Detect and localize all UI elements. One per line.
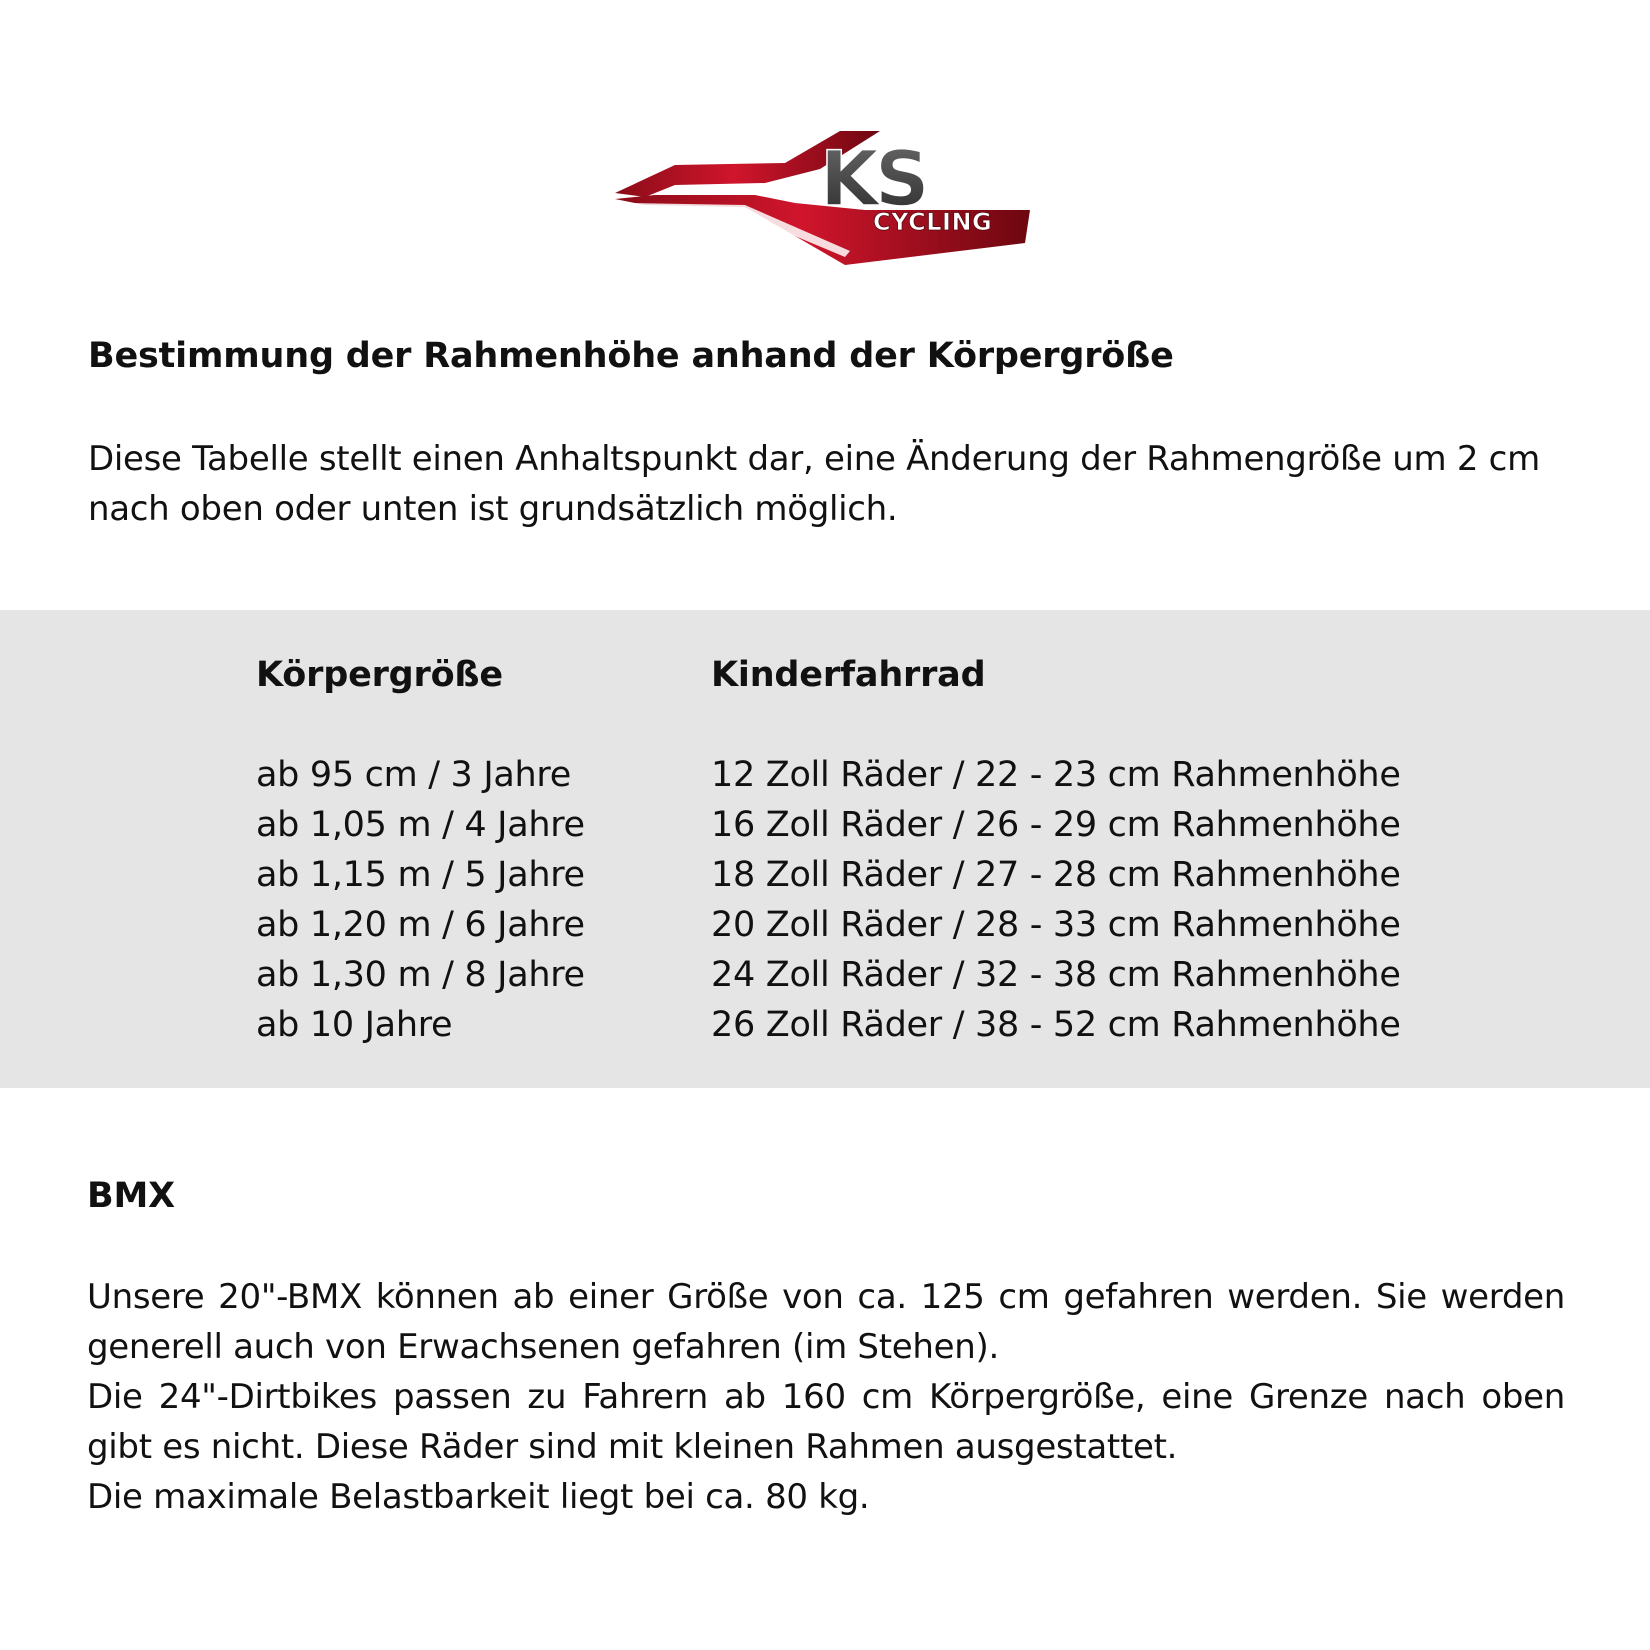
table-cell-body: ab 95 cm / 3 Jahre xyxy=(256,755,571,795)
kids-bike-column xyxy=(711,650,1431,1050)
table-cell-bike: 16 Zoll Räder / 26 - 29 cm Rahmenhöhe xyxy=(711,805,1401,845)
table-cell-bike: 18 Zoll Räder / 27 - 28 cm Rahmenhöhe xyxy=(711,855,1401,895)
bmx-paragraph-2: Die 24"-Dirtbikes passen zu Fahrern ab 160 cm Körpergröße, eine Grenze nach oben gibt es nicht. Diese Räder sind mit kleinen Rahmen ausgestattet. xyxy=(87,1377,1565,1467)
bmx-paragraph-1: Unsere 20"-BMX können ab einer Größe von ca. 125 cm gefahren werden. Sie werden generell auch von Erwachsenen gefahren (im Stehen). xyxy=(87,1277,1565,1367)
bmx-heading: BMX xyxy=(87,1176,175,1216)
logo-graphic xyxy=(615,125,1030,275)
table-cell-bike: 20 Zoll Räder / 28 - 33 cm Rahmenhöhe xyxy=(711,905,1401,945)
bmx-description xyxy=(87,1272,1565,1522)
column-header-body-size: Körpergröße xyxy=(256,655,503,695)
table-cell-body: ab 1,05 m / 4 Jahre xyxy=(256,805,585,845)
table-cell-bike: 12 Zoll Räder / 22 - 23 cm Rahmenhöhe xyxy=(711,755,1401,795)
table-cell-body: ab 10 Jahre xyxy=(256,1005,453,1045)
table-cell-bike: 26 Zoll Räder / 38 - 52 cm Rahmenhöhe xyxy=(711,1005,1401,1045)
table-cell-body: ab 1,30 m / 8 Jahre xyxy=(256,955,585,995)
ks-cycling-logo xyxy=(615,125,1030,275)
table-cell-bike: 24 Zoll Räder / 32 - 38 cm Rahmenhöhe xyxy=(711,955,1401,995)
logo-cycling-text: CYCLING xyxy=(873,208,993,236)
body-size-column xyxy=(256,650,696,1050)
column-header-kids-bike: Kinderfahrrad xyxy=(711,655,986,695)
bmx-paragraph-3: Die maximale Belastbarkeit liegt bei ca. 80 kg. xyxy=(87,1477,870,1517)
page-title: Bestimmung der Rahmenhöhe anhand der Körpergröße xyxy=(88,336,1174,376)
logo-ks-text: KS xyxy=(820,134,926,223)
table-cell-body: ab 1,20 m / 6 Jahre xyxy=(256,905,585,945)
intro-paragraph: Diese Tabelle stellt einen Anhaltspunkt dar, eine Änderung der Rahmengröße um 2 cm nach oben oder unten ist grundsätzlich möglich. xyxy=(88,439,1540,529)
table-cell-body: ab 1,15 m / 5 Jahre xyxy=(256,855,585,895)
size-table xyxy=(0,610,1650,1088)
